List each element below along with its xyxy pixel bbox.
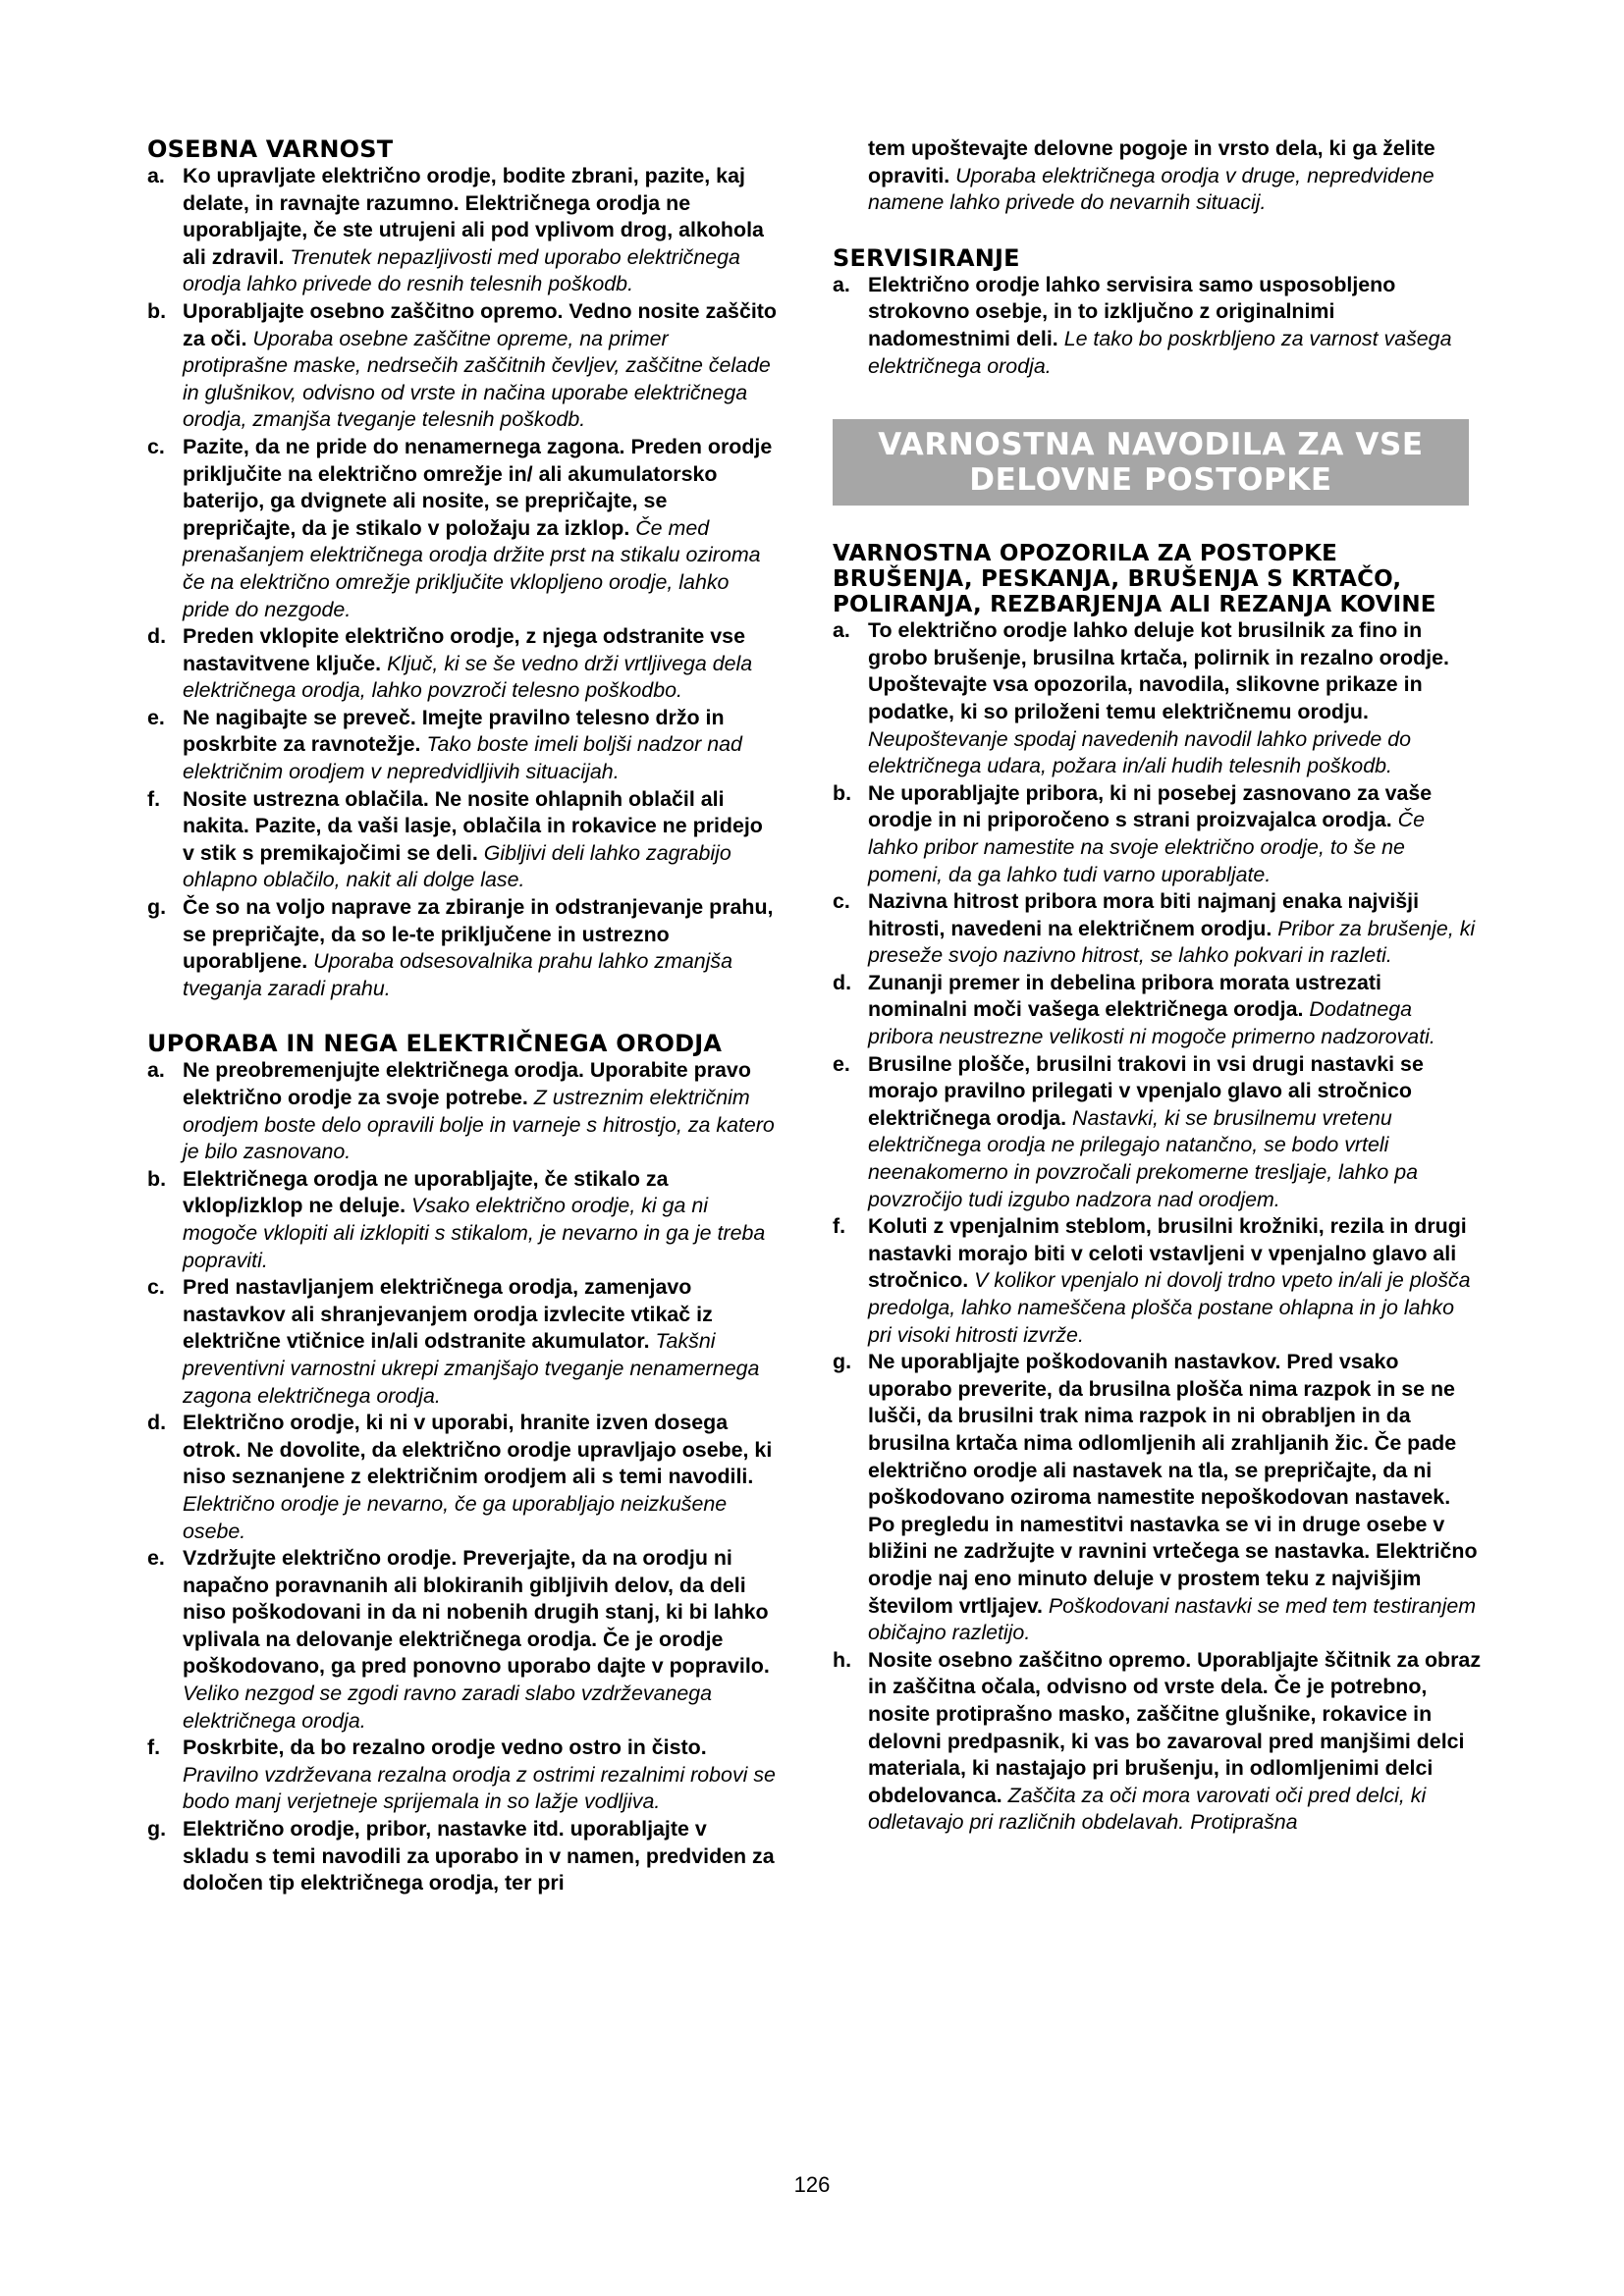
item-letter: c. xyxy=(147,434,165,458)
right-column xyxy=(833,135,1481,1837)
item-bold-text: Pred nastavljanjem električnega orodja, zamenjavo nastavkov ali shranjevanjem orodja izvlecite vtikač iz električne vtičnice in/ali odstranite akumulator. xyxy=(183,1275,713,1354)
list-item xyxy=(147,786,778,894)
section-heading-tool-use-care: UPORABA IN NEGA ELEKTRIČNEGA ORODJA xyxy=(147,1030,723,1058)
list-item xyxy=(833,1213,1481,1349)
list-item xyxy=(833,888,1481,970)
list-item xyxy=(147,298,778,434)
item-bold-text: Električno orodje lahko servisira samo usposobljeno strokovno osebje, in to izključno z originalnimi nadomestnimi deli. xyxy=(868,272,1396,350)
safety-instructions-banner xyxy=(833,419,1469,506)
item-bold-text: Preden vklopite električno orodje, z njega odstranite vse nastavitvene ključe. xyxy=(183,624,745,675)
item-letter: h. xyxy=(833,1647,852,1672)
continued-paragraph xyxy=(833,135,1481,217)
list-item xyxy=(147,1057,778,1165)
item-italic-text: Ključ, ki se še vedno drži vrtljivega dela električnega orodja, lahko povzroči telesno poškodbo. xyxy=(183,651,753,703)
item-bold-text: Pazite, da ne pride do nenamernega zagona. Preden orodje priključite na električno omrežje in/ ali akumulatorsko baterijo, ga dvignete ali nosite, se prepričajte, se prepričajte, da je stikalo v položaju za izklop. xyxy=(183,434,773,540)
item-bold-text: Ko upravljate električno orodje, bodite zbrani, pazite, kaj delate, in ravnajte razumno. Električnega orodja ne uporabljajte, če ste utrujeni ali pod vplivom drog, alkohola ali zdravil. xyxy=(183,164,764,269)
item-letter: a. xyxy=(147,164,165,187)
grinding-warnings-list xyxy=(833,617,1481,1837)
item-italic-text: Pravilno vzdrževana rezalna orodja z ostrimi rezalnimi robovi se bodo manj verjetneje sprijemala in so lažje vodljiva. xyxy=(183,1762,776,1814)
item-bold-text: Nazivna hitrost pribora mora biti najmanj enaka najvišji hitrosti, navedeni na električnem orodju. xyxy=(868,889,1420,940)
heading-line-3: POLIRANJA, REZBARJENJA ALI REZANJA KOVINE xyxy=(833,592,1436,618)
item-italic-text: Zaščita za oči mora varovati oči pred delci, ki odletavajo pri različnih obdelavah. Protiprašna xyxy=(868,1783,1427,1835)
item-italic-text: Poškodovani nastavki se med tem testiranjem običajno razletijo. xyxy=(868,1593,1477,1645)
item-italic-text: Veliko nezgod se zgodi ravno zaradi slabo vzdrževanega električnega orodja. xyxy=(183,1682,713,1733)
item-letter: f. xyxy=(147,786,161,811)
list-item xyxy=(833,617,1481,780)
list-item xyxy=(833,1349,1481,1647)
list-item xyxy=(147,1816,778,1897)
item-letter: e. xyxy=(833,1051,850,1076)
item-bold-text: Električno orodje, pribor, nastavke itd. uporabljajte v skladu s temi navodili za uporabo in v namen, predviden za določen tip električnega orodja, ter pri xyxy=(183,1817,775,1896)
item-italic-text: Vsako električno orodje, ki ga ni mogoče vklopiti ali izklopiti s stikalom, je nevarno in ga je treba popraviti. xyxy=(183,1194,766,1272)
item-letter: b. xyxy=(147,1166,167,1191)
item-italic-text: Uporaba osebne zaščitne opreme, na primer protiprašne maske, nedrsečih zaščitnih čevljev, zaščitne čelade in glušnikov, odvisno od vrste in načina uporabe električnega orodja, zmanjša tveganje telesnih poškodb. xyxy=(183,326,771,432)
item-bold-text: Ne uporabljajte poškodovanih nastavkov. Pred vsako uporabo preverite, da brusilna plošča nima razpok in se ne lušči, da brusilni trak nima razpok in ni obrabljen in da brusilna krtača nima odlomljenih ali zrahljanih žic. Če pade električno orodje ali nastavek na tla, se prepričajte, da ni poškodovano oziroma namestite nepoškodovan nastavek. Po pregledu in namestitvi nastavka se vi in druge osebe v bližini ne zadržujte v ravnini vrtečega se nastavka. Električno orodje naj eno minuto deluje v prostem teku z najvišjim številom vrtljajev. xyxy=(868,1350,1478,1618)
banner-line-1: VARNOSTNA NAVODILA ZA VSE xyxy=(878,427,1424,463)
personal-safety-list xyxy=(147,163,778,1002)
item-letter: e. xyxy=(147,705,165,729)
item-italic-text: Električno orodje je nevarno, če ga uporabljajo neizkušene osebe. xyxy=(183,1491,728,1543)
item-bold-text: Električno orodje, ki ni v uporabi, hranite izven dosega otrok. Ne dovolite, da električno orodje upravljajo osebe, ki niso seznanjene z električnim orodjem ali s temi navodili. xyxy=(183,1411,773,1489)
tool-use-care-list xyxy=(147,1057,778,1896)
servicing-list xyxy=(833,272,1481,380)
item-italic-text: V kolikor vpenjalo ni dovolj trdno vpeto in/ali je plošča predolga, lahko nameščena plošča postane ohlapna in jo lahko pri visoki hitrosti izvrže. xyxy=(868,1268,1471,1347)
item-italic-text: Trenutek nepazljivosti med uporabo električnega orodja lahko privede do resnih telesnih poškodb. xyxy=(183,244,740,296)
page-number: 126 xyxy=(793,2172,831,2197)
item-italic-text: Uporaba odsesovalnika prahu lahko zmanjša tveganja zaradi prahu. xyxy=(183,949,733,1000)
item-letter: g. xyxy=(833,1350,852,1374)
item-bold-text: Ne preobremenjujte električnega orodja. Uporabite pravo električno orodje za svoje potrebe. xyxy=(183,1058,751,1109)
item-bold-text: Koluti z vpenjalnim steblom, brusilni krožniki, rezila in drugi nastavki morajo biti v celoti vstavljeni v vpenjalno glavo ali stročnico. xyxy=(868,1214,1467,1293)
list-item xyxy=(833,780,1481,888)
item-letter: b. xyxy=(147,298,167,323)
item-bold-text: Uporabljajte osebno zaščitno opremo. Vedno nosite zaščito za oči. xyxy=(183,298,777,350)
list-item xyxy=(147,434,778,623)
left-column xyxy=(147,135,778,1897)
item-bold-text: Zunanji premer in debelina pribora morata ustrezati nominalni moči vašega električnega orodja. xyxy=(868,970,1381,1022)
list-item xyxy=(147,163,778,298)
list-item xyxy=(833,1051,1481,1214)
banner-line-2: DELOVNE POSTOPKE xyxy=(969,462,1332,499)
list-item xyxy=(833,272,1481,380)
list-item xyxy=(147,623,778,705)
list-item xyxy=(147,1735,778,1816)
section-heading-grinding-warnings xyxy=(833,541,1481,617)
list-item xyxy=(147,1410,778,1545)
item-bold-text: Nosite osebno zaščitno opremo. Uporabljajte ščitnik za obraz in zaščitna očala, odvisno od vrste dela. Če je potrebno, nosite protiprašno masko, zaščitne glušnike, rokavice in delovni predpasnik, ki vas bo zavaroval pred manjšimi delci materiala, ki nastajajo pri brušenju, in odlomljenimi delci obdelovanca. xyxy=(868,1647,1482,1807)
heading-line-1: VARNOSTNA OPOZORILA ZA POSTOPKE xyxy=(833,541,1338,567)
item-letter: f. xyxy=(833,1214,846,1239)
item-letter: g. xyxy=(147,895,167,920)
list-item xyxy=(147,705,778,786)
item-letter: c. xyxy=(147,1275,165,1300)
item-italic-text: Z ustreznim električnim orodjem boste delo opravili bolje in varneje s hitrostjo, za katero je bilo zasnovano. xyxy=(183,1086,775,1164)
item-letter: d. xyxy=(833,970,852,994)
item-italic-text: Če lahko pribor namestite na svoje električno orodje, to še ne pomeni, da ga lahko tudi varno uporabljate. xyxy=(868,808,1425,886)
item-letter: c. xyxy=(833,889,850,914)
section-heading-personal-safety: OSEBNA VARNOST xyxy=(147,135,394,163)
item-letter: a. xyxy=(147,1058,165,1083)
item-letter: d. xyxy=(147,624,167,649)
list-item xyxy=(833,970,1481,1051)
continued-italic-text: Uporaba električnega orodja v druge, nepredvidene namene lahko privede do nevarnih situacij. xyxy=(868,163,1435,215)
item-italic-text: Pribor za brušenje, ki preseže svojo nazivno hitrost, se lahko pokvari in razleti. xyxy=(868,916,1476,968)
item-italic-text: Tako boste imeli boljši nadzor nad električnim orodjem v nepredvidljivih situacijah. xyxy=(183,732,742,784)
item-bold-text: Poskrbite, da bo rezalno orodje vedno ostro in čisto. xyxy=(183,1735,707,1760)
item-bold-text: Vzdržujte električno orodje. Preverjajte, da na orodju ni napačno poravnanih ali blokiranih gibljivih delov, da deli niso poškodovani in da ni nobenih drugih stanj, ki bi lahko vplivala na delovanje električnega orodja. Če je orodje poškodovano, ga pred ponovno uporabo dajte v popravilo. xyxy=(183,1546,770,1679)
item-bold-text: Električnega orodja ne uporabljajte, če stikalo za vklop/izklop ne deluje. xyxy=(183,1166,669,1218)
list-item xyxy=(147,1274,778,1410)
item-letter: b. xyxy=(833,780,852,805)
item-italic-text: Dodatnega pribora neustrezne velikosti ni mogoče primerno nadzorovati. xyxy=(868,997,1435,1049)
item-bold-text: Ne uporabljajte pribora, ki ni posebej zasnovano za vaše orodje in ni priporočeno s strani proizvajalca orodja. xyxy=(868,780,1433,832)
item-bold-text: To električno orodje lahko deluje kot brusilnik za fino in grobo brušenje, brusilna krtača, polirnik in rezalno orodje. Upoštevajte vsa opozorila, navodila, slikovne prikaze in podatke, ki so priloženi temu električnemu orodju. xyxy=(868,618,1449,723)
item-bold-text: Ne nagibajte se preveč. Imejte pravilno telesno držo in poskrbite za ravnotežje. xyxy=(183,705,725,757)
continued-bold-text: tem upoštevajte delovne pogoje in vrsto dela, ki ga želite opraviti. xyxy=(868,136,1435,187)
item-italic-text: Le tako bo poskrbljeno za varnost vašega električnega orodja. xyxy=(868,326,1452,378)
item-italic-text: Nastavki, ki se brusilnemu vretenu električnega orodja ne prilegajo natančno, se bodo vrteli neenakomerno in povzročali prekomerne tresljaje, lahko pa povzročijo tudi izgubo nadzora nad orodjem. xyxy=(868,1105,1419,1211)
item-bold-text: Brusilne plošče, brusilni trakovi in vsi drugi nastavki se morajo pravilno prilegati v vpenjalo glavo ali stročnico električnega orodja. xyxy=(868,1051,1424,1130)
item-bold-text: Če so na voljo naprave za zbiranje in odstranjevanje prahu, se prepričajte, da so le-te priključene in ustrezno uporabljene. xyxy=(183,895,774,974)
item-italic-text: Gibljivi deli lahko zagrabijo ohlapno oblačilo, nakit ali dolge lase. xyxy=(183,840,731,892)
heading-line-2: BRUŠENJA, PESKANJA, BRUŠENJA S KRTAČO, xyxy=(833,566,1402,593)
section-heading-servicing: SERVISIRANJE xyxy=(833,243,1020,272)
list-item xyxy=(833,1647,1481,1837)
item-letter: d. xyxy=(147,1411,167,1435)
list-item xyxy=(147,1545,778,1735)
item-letter: a. xyxy=(833,618,850,643)
item-letter: e. xyxy=(147,1546,165,1571)
list-item xyxy=(147,894,778,1002)
item-letter: a. xyxy=(833,272,850,296)
list-item xyxy=(147,1166,778,1274)
item-letter: g. xyxy=(147,1817,167,1842)
item-bold-text: Nosite ustrezna oblačila. Ne nosite ohlapnih oblačil ali nakita. Pazite, da vaši lasje, oblačila in rokavice ne pridejo v stik s premikajočimi se deli. xyxy=(183,786,763,865)
item-italic-text: Neupoštevanje spodaj navedenih navodil lahko privede do električnega udara, požara in/ali hudih telesnih poškodb. xyxy=(868,726,1411,778)
item-letter: f. xyxy=(147,1735,161,1760)
item-italic-text: Če med prenašanjem električnega orodja držite prst na stikalu oziroma če na električno omrežje priključite vklopljeno orodje, lahko pride do nezgode. xyxy=(183,515,761,621)
item-italic-text: Takšni preventivni varnostni ukrepi zmanjšajo tveganje nenamernega zagona električnega orodja. xyxy=(183,1329,760,1408)
